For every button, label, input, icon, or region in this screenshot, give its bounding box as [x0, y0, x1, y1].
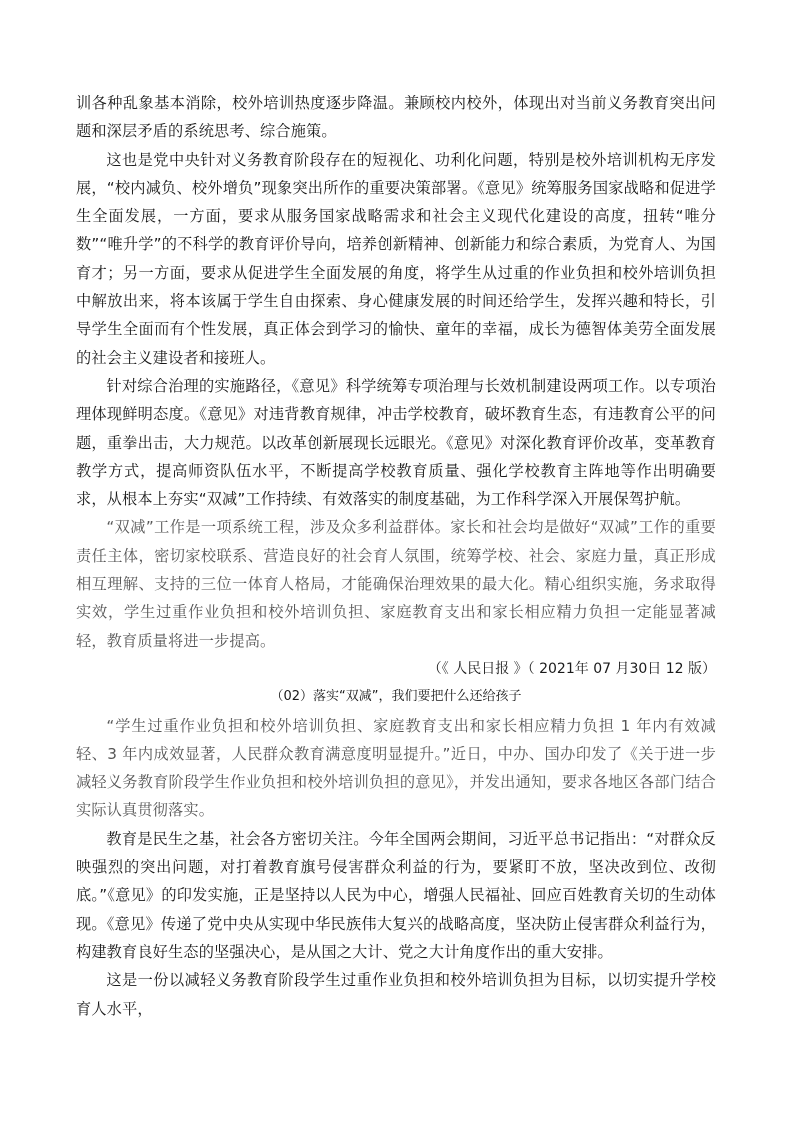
paragraph: 针对综合治理的实施路径，《意见》科学统筹专项治理与长效机制建设两项工作。以专项治理体现鲜明态度。《意见》对违背教育规律，冲击学校教育，破坏教育生态，有违教育公平的问题，重拳出击，大力规范。以改革创新展现长远眼光。《意见》对深化教育评价改革，变革教育教学方式，提高师资队伍水平，不断提高学校教育质量、强化学校教育主阵地等作出明确要求，从根本上夯实“双减”工作持续、有效落实的制度基础，为工作科学深入开展保驾护航。 — [76, 376, 716, 509]
paragraph: “学生过重作业负担和校外培训负担、家庭教育支出和家长相应精力负担 1 年内有效减轻、3 年内成效显著，人民群众教育满意度明显提升。”近日，中办、国办印发了《关于进一步减轻义务教育阶段学生作业负担和校外培训负担的意见》，并发出通知，要求各地区各部门结合实际认真贯彻落实。 — [76, 716, 716, 820]
document-page — [76, 89, 716, 1023]
paragraph-continued: 训各种乱象基本消除，校外培训热度逐步降温。兼顾校内校外，体现出对当前义务教育突出问题和深层矛盾的系统思考、综合施策。 — [76, 94, 716, 141]
section-heading: （02）落实“双减”，我们要把什么还给孩子 — [270, 689, 522, 705]
paragraph: 教育是民生之基，社会各方密切关注。今年全国两会期间，习近平总书记指出：“对群众反映强烈的突出问题，对打着教育旗号侵害群众利益的行为，要紧盯不放，坚决改到位、改彻底。”《意见》的印发实施，正是坚持以人民为中心，增强人民福祉、回应百姓教育关切的生动体现。《意见》传递了党中央从实现中华民族伟大复兴的战略高度，坚决防止侵害群众利益行为，构建教育良好生态的坚强决心，是从国之大计、党之大计角度作出的重大安排。 — [76, 829, 716, 961]
source-citation: （《 人民日报 》（ 2021年 07 月30日 12 版） — [427, 660, 716, 677]
paragraph: 这也是党中央针对义务教育阶段存在的短视化、功利化问题，特别是校外培训机构无序发展，“校内减负、校外增负”现象突出所作的重要决策部署。《意见》统筹服务国家战略和促进学生全面发展，一方面，要求从服务国家战略需求和社会主义现代化建设的高度，扭转“唯分数”“唯升学”的不科学的教育评价导向，培养创新精神、创新能力和综合素质，为党育人、为国育才；另一方面，要求从促进学生全面发展的角度，将学生从过重的作业负担和校外培训负担中解放出来，将本该属于学生自由探索、身心健康发展的时间还给学生，发挥兴趣和特长，引导学生全面而有个性发展，真正体会到学习的愉快、童年的幸福，成长为德智体美劳全面发展的社会主义建设者和接班人。 — [76, 150, 716, 367]
paragraph: “双减”工作是一项系统工程，涉及众多利益群体。家长和社会均是做好“双减”工作的重要责任主体，密切家校联系、营造良好的社会育人氛围，统筹学校、社会、家庭力量，真正形成相互理解、支持的三位一体育人格局，才能确保治理效果的最大化。精心组织实施，务求取得实效，学生过重作业负担和校外培训负担、家庭教育支出和家长相应精力负担一定能显著减轻，教育质量将进一步提高。 — [76, 518, 716, 650]
paragraph: 这是一份以减轻义务教育阶段学生过重作业负担和校外培训负担为目标，以切实提升学校育人水平， — [76, 971, 716, 1018]
